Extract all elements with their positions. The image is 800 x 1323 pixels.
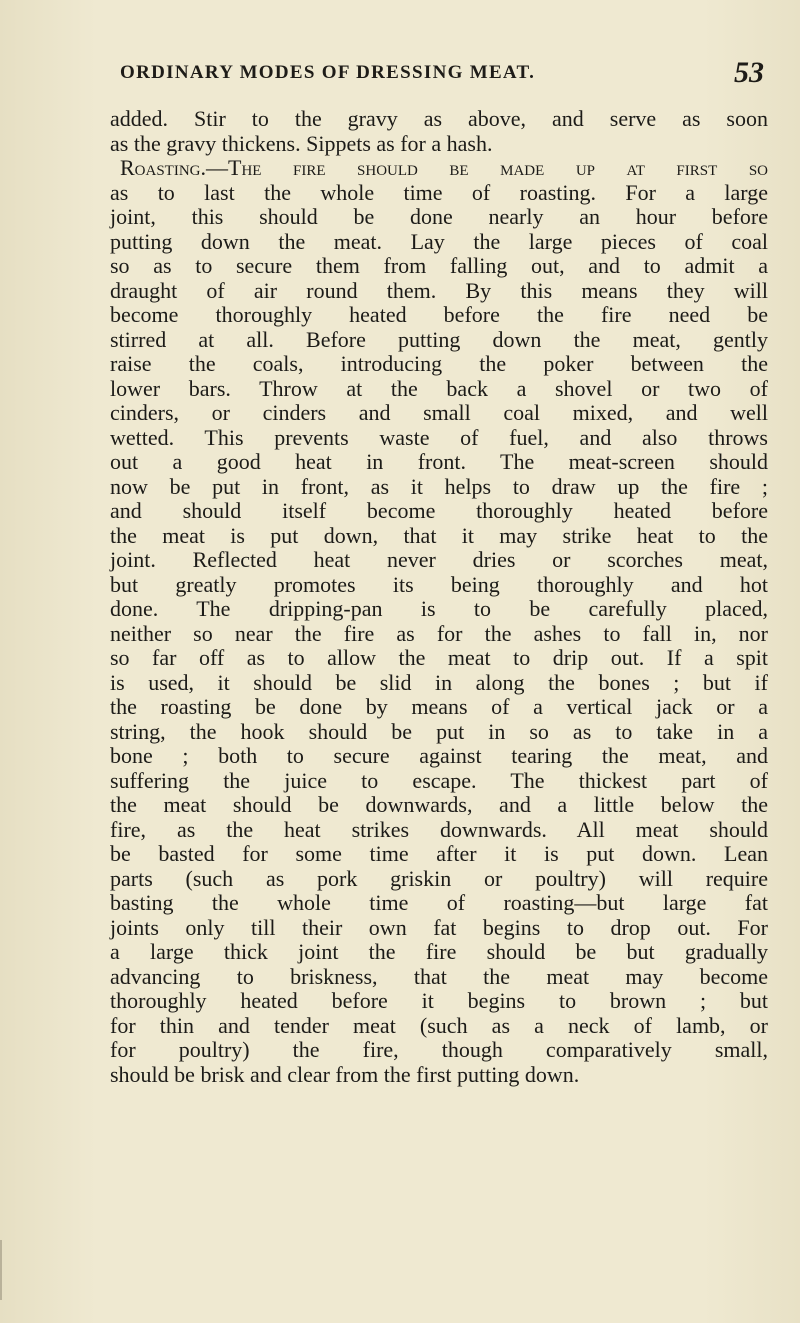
text-line: for poultry) the fire, though comparatively small, — [110, 1037, 768, 1062]
text-line: putting down the meat. Lay the large pieces of coal — [110, 228, 768, 254]
text-line: as the gravy thickens. Sippets as for a hash. — [110, 130, 493, 156]
text-line: should be brisk and clear from the first putting down. — [110, 1061, 580, 1087]
text-line: as to last the whole time of roasting. For a large — [110, 179, 768, 205]
body-text — [110, 107, 768, 1087]
text-line: fire, as the heat strikes downwards. All meat should — [110, 816, 768, 842]
text-line: done. The dripping-pan is to be carefully placed, — [110, 596, 768, 621]
text-line: added. Stir to the gravy as above, and serve as soon — [110, 106, 768, 131]
text-line: thoroughly heated before it begins to brown ; but — [110, 988, 768, 1013]
text-line: is used, it should be slid in along the bones ; but if — [110, 669, 768, 695]
text-line: a large thick joint the fire should be but gradually — [110, 939, 768, 964]
text-line: out a good heat in front. The meat-screen should — [110, 449, 768, 474]
running-head: ORDINARY MODES OF DRESSING MEAT. — [120, 62, 536, 83]
text-line: stirred at all. Before putting down the meat, gently — [110, 326, 768, 352]
text-line: joint, this should be done nearly an hour before — [110, 204, 768, 229]
text-line: neither so near the fire as for the ashes to fall in, nor — [110, 620, 768, 646]
text-line: joint. Reflected heat never dries or scorches meat, — [110, 547, 768, 572]
text-line: the roasting be done by means of a vertical jack or a — [110, 694, 768, 719]
text-line: raise the coals, introducing the poker between the — [110, 351, 768, 376]
text-line: suffering the juice to escape. The thickest part of — [110, 767, 768, 793]
text-line: and should itself become thoroughly heated before — [110, 498, 768, 523]
text-line: become thoroughly heated before the fire need be — [110, 302, 768, 327]
text-line: advancing to briskness, that the meat may become — [110, 963, 768, 989]
text-line: so far off as to allow the meat to drip out. If a spit — [110, 645, 768, 670]
text-line: now be put in front, as it helps to draw up the fire ; — [110, 473, 768, 499]
page-header — [118, 56, 768, 96]
text-line: joints only till their own fat begins to drop out. For — [110, 914, 768, 940]
text-line: but greatly promotes its being thoroughly and hot — [110, 571, 768, 597]
text-line: lower bars. Throw at the back a shovel or two of — [110, 375, 768, 401]
text-line: wetted. This prevents waste of fuel, and also throws — [110, 424, 768, 450]
text-line: parts (such as pork griskin or poultry) will require — [110, 865, 768, 891]
text-line: the meat is put down, that it may strike heat to the — [110, 522, 768, 548]
page-edge-mark — [0, 1240, 2, 1300]
text-line: be basted for some time after it is put down. Lean — [110, 841, 768, 866]
text-line: basting the whole time of roasting—but large fat — [110, 890, 768, 915]
text-line: the meat should be downwards, and a little below the — [110, 792, 768, 817]
text-line: bone ; both to secure against tearing the meat, and — [110, 743, 768, 768]
text-line: string, the hook should be put in so as to take in a — [110, 718, 768, 744]
page-number: 53 — [734, 56, 764, 89]
text-line: so as to secure them from falling out, and to admit a — [110, 253, 768, 278]
text-line: cinders, or cinders and small coal mixed, and well — [110, 400, 768, 425]
text-line: for thin and tender meat (such as a neck of lamb, or — [110, 1012, 768, 1038]
text-line: draught of air round them. By this means they will — [110, 277, 768, 303]
text-line: Roasting.—The fire should be made up at first so — [120, 155, 768, 180]
